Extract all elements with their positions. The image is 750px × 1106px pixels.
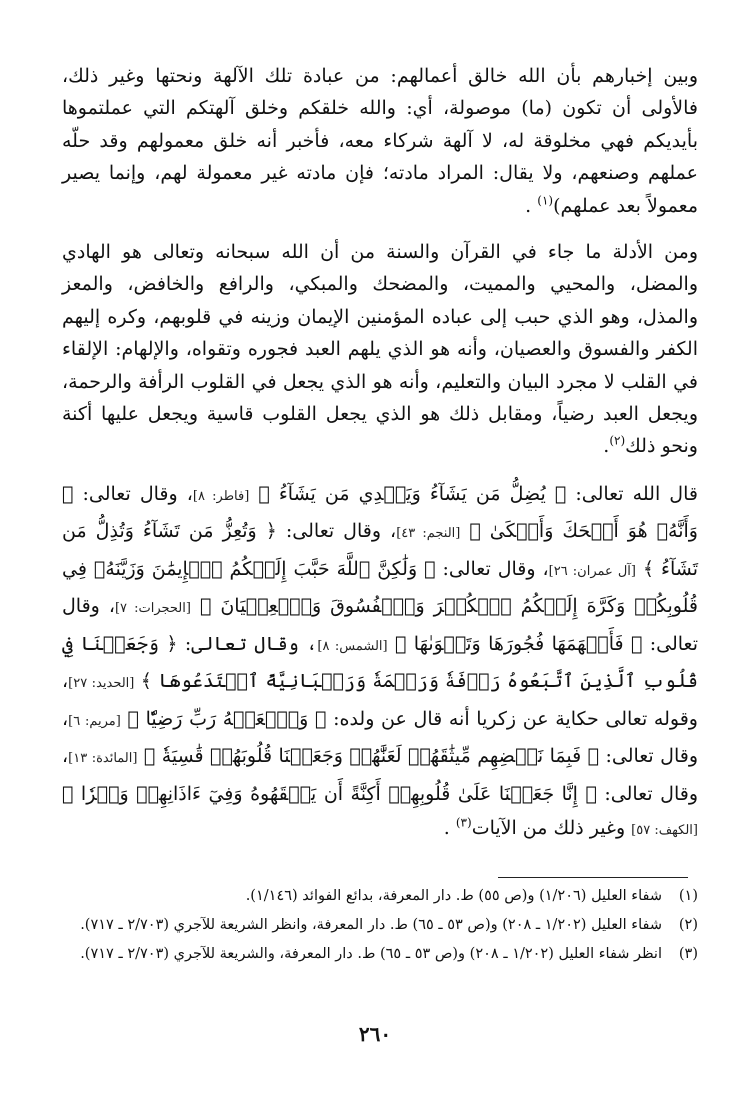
verse-4: ، وقال تعالى: ﴿ وَلَٰكِنَّ ٱللَّهَ حَبَّبَ إِلَيۡكُمُ ٱلۡإِيمَٰنَ وَزَيَّنَهُۥ فِي قُلُوبِكُمۡ وَكَرَّهَ إِلَيۡكُمُ ٱلۡكُفۡرَ وَٱلۡفُسُوقَ وَٱلۡعِصۡيَانَ ﴾: [62, 557, 698, 618]
paragraph-1: [62, 60, 698, 222]
quran-verses-paragraph: [62, 477, 698, 849]
verse-7: ، وقوله تعالى حكاية عن زكريا أنه قال عن ولده: ﴿ وَٱجۡعَلۡهُ رَبِّ رَضِيّٗا ﴾: [62, 670, 698, 730]
page-number: ٢٦٠: [358, 1022, 392, 1046]
paragraph-2-text: ومن الأدلة ما جاء في القرآن والسنة من أن الله سبحانه وتعالى هو الهادي والمضل، والمحيي والمميت، والمضحك والمبكي، والرافع والخافض، والمعز والمذل، وهو الذي حبب إلى عباده المؤمنين الإيمان وزينه في قلوبهم، وكره إليهم الكفر والفسوق والعصيان، وأنه هو الذي يلهم العبد فجوره وتقواه، والإلهام: الإلقاء في القلب لا مجرد البيان والتعليم، وأنه هو الذي يجعل في القلوب الرأفة والرحمة، ويجعل العبد رضياً، ومقابل ذلك هو الذي يجعل القلوب قاسية ويجعل عليها أكنة ونحو ذلك: [62, 241, 698, 458]
footnote-2: [62, 913, 698, 937]
footnote-divider: [498, 877, 688, 878]
verse-5-ref: [الشمس: ٨]: [317, 638, 388, 654]
footnote-1-text: شفاء العليل (١/٢٠٦) و(ص ٥٥) ط. دار المعرفة، بدائع الفوائد (١/١٤٦).: [245, 888, 662, 904]
footnote-mark-1: (١): [537, 193, 554, 208]
verses-end: .: [443, 817, 450, 840]
verse-5: ، وقال تعالى: ﴿ فَأَلۡهَمَهَا فُجُورَهَا وَتَقۡوَىٰهَا ﴾: [62, 595, 698, 655]
footnote-2-text: شفاء العليل (١/٢٠٢ ـ ٢٠٨) و(ص ٥٣ ـ ٦٥) ط. دار المعرفة، وانظر الشريعة للآجري (٢/٧٠٣ ـ ٧١٧).: [80, 917, 662, 933]
paragraph-1-end: .: [525, 194, 532, 217]
footnote-mark-3: (٣): [455, 816, 472, 831]
footnote-3-text: انظر شفاء العليل (١/٢٠٢ ـ ٢٠٨) و(ص ٥٣ ـ ٦٥) ط. دار المعرفة، والشريعة للآجري (٢/٧٠٣ ـ ٧١٧).: [80, 946, 662, 962]
verse-2-ref: [النجم: ٤٣]: [396, 526, 461, 542]
verse-1: قال الله تعالى: ﴿ يُضِلُّ مَن يَشَآءُ وَيَهۡدِي مَن يَشَآءُ ﴾: [258, 482, 698, 505]
verse-3-ref: [آل عمران: ٢٦]: [548, 563, 636, 579]
paragraph-1-text: وبين إخبارهم بأن الله خالق أعمالهم: من عبادة تلك الآلهة ونحتها وغير ذلك، فالأولى أن تكون (ما) موصولة، أي: والله خلقكم وخلق آلهتكم التي عملتموها بأيديكم فهي مخلوقة له، لا آلهة شركاء معه، فأخبر أنه خلق معمولهم وقد حلّه عملهم وصنعهم، ولا يقال: المراد مادته؛ فإن مادته غير معمولة لهم، وإنما يصير معمولاً بعد عملهم): [62, 65, 698, 217]
verse-8-ref: [المائدة: ١٣]: [68, 751, 138, 767]
verse-8: ، وقال تعالى: ﴿ فَبِمَا نَقۡضِهِم مِّيثَٰقَهُمۡ لَعَنَّٰهُمۡ وَجَعَلۡنَا قُلُوبَهُمۡ قَٰسِيَةٗ ﴾: [62, 707, 698, 768]
paragraph-2-end: .: [603, 435, 610, 458]
verse-4-ref: [الحجرات: ٧]: [114, 601, 191, 617]
paragraph-2: [62, 236, 698, 463]
verse-1-ref: [فاطر: ٨]: [192, 488, 250, 504]
footnote-3-number: (٣): [678, 946, 698, 962]
footnotes: [62, 884, 698, 971]
verse-9-ref: [الكهف: ٥٧]: [631, 823, 698, 839]
footnote-1-number: (١): [678, 888, 698, 904]
footnote-2-number: (٢): [678, 917, 698, 933]
verse-9: ، وقال تعالى: ﴿ إِنَّا جَعَلۡنَا عَلَىٰ قُلُوبِهِمۡ أَكِنَّةً أَن يَفۡقَهُوهُ وَفِيٓ ءَاذَانِهِمۡ وَقۡرٗا ﴾: [62, 745, 698, 805]
verse-3: ، وقال تعالى: ﴿ وَتُعِزُّ مَن تَشَآءُ وَتُذِلُّ مَن تَشَآءُ ﴾: [62, 520, 698, 580]
footnote-3: [62, 942, 698, 966]
verse-6: ، وقال تعالى: ﴿ وَجَعَلۡنَا فِي قُلُوبِ ٱلَّذِينَ ٱتَّبَعُوهُ رَأۡفَةٗ وَرَحۡمَةٗ وَرَهۡبَانِيَّةً ٱبۡتَدَعُوهَا ﴾: [62, 632, 698, 693]
verse-2: ، وقال تعالى: ﴿ وَأَنَّهُۥ هُوَ أَضۡحَكَ وَأَبۡكَىٰ ﴾: [62, 482, 698, 543]
verse-7-ref: [مريم: ٦]: [68, 713, 121, 729]
verse-6-ref: [الحديد: ٢٧]: [68, 676, 135, 692]
verses-tail: وغير ذلك من الآيات: [471, 817, 632, 840]
footnote-mark-2: (٢): [609, 434, 626, 449]
footnote-1: [62, 884, 698, 908]
body-text: [62, 60, 698, 863]
